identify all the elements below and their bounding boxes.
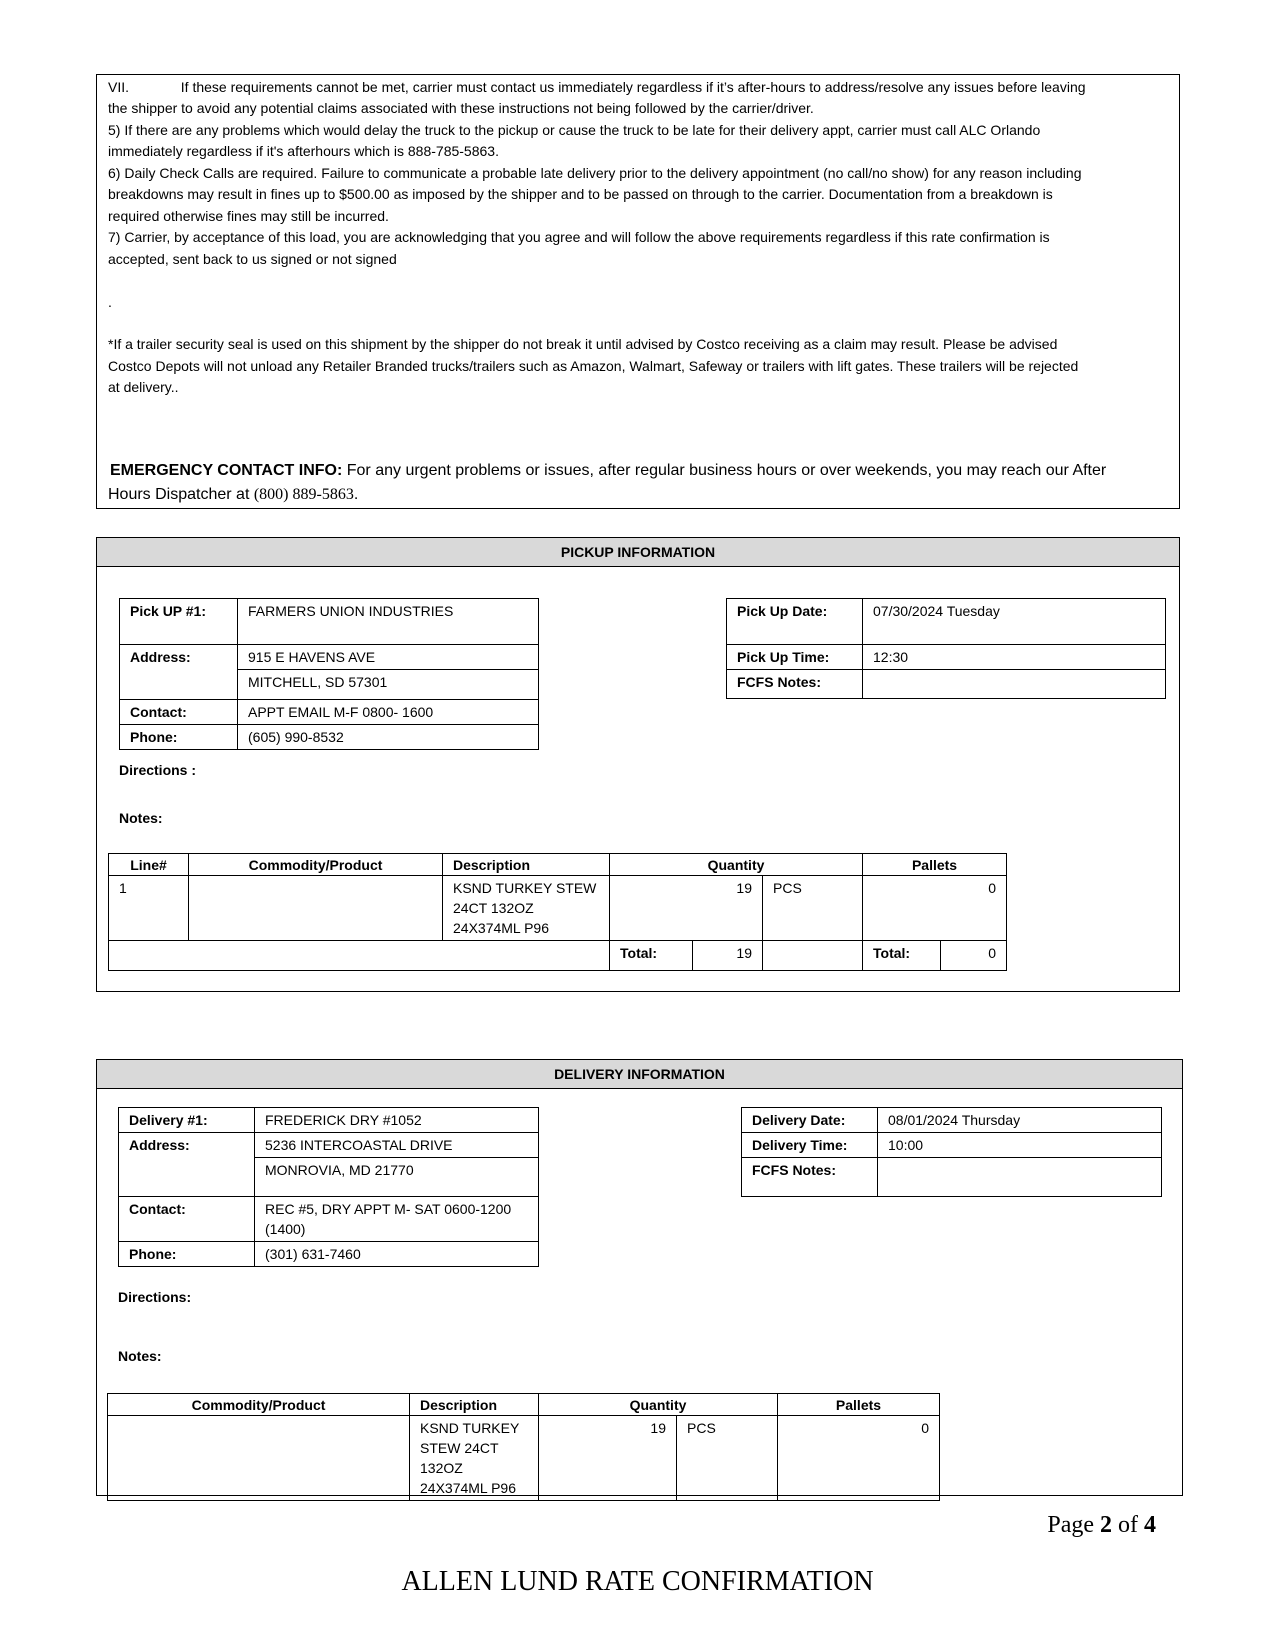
delivery-desc-line-2: STEW 24CT [420, 1440, 499, 1456]
delivery-name: FREDERICK DRY #1052 [255, 1108, 539, 1133]
pickup-row-description [443, 876, 610, 941]
delivery-section [96, 1059, 1183, 1496]
pickup-name-label: Pick UP #1: [120, 599, 238, 645]
document-title: ALLEN LUND RATE CONFIRMATION [401, 1566, 874, 1597]
pickup-fcfs-label: FCFS Notes: [727, 670, 863, 699]
pickup-time-label: Pick Up Time: [727, 645, 863, 670]
pickup-desc-line-1: KSND TURKEY STEW [453, 880, 597, 896]
delivery-contact-line-1: REC #5, DRY APPT M- SAT 0600-1200 [265, 1201, 512, 1217]
pickup-date-table [726, 598, 1166, 699]
pickup-contact: APPT EMAIL M-F 0800- 1600 [238, 700, 539, 725]
terms-item-6-b: breakdowns may result in fines up to $500.00 as imposed by the shipper and to be passed on through to the carrier. Documentation from a breakdown is [108, 186, 1053, 202]
emergency-contact-line-2 [108, 483, 1168, 507]
pickup-notes-label: Notes: [119, 810, 163, 826]
pickup-col-line: Line# [109, 854, 189, 876]
pickup-row-pallets: 0 [863, 876, 1007, 941]
delivery-name-label: Delivery #1: [119, 1108, 255, 1133]
terms-item-7-a: 7) Carrier, by acceptance of this load, you are acknowledging that you agree and will follow the above requirements regardless if this rate confirmation is [108, 229, 1050, 245]
terms-vii-cont: the shipper to avoid any potential claims associated with these instructions not being followed by the carrier/driver. [108, 100, 814, 116]
pickup-address-line-1: 915 E HAVENS AVE [238, 645, 539, 670]
pickup-col-description: Description [443, 854, 610, 876]
pickup-address-line-2: MITCHELL, SD 57301 [238, 670, 539, 700]
terms-item-7-b: accepted, sent back to us signed or not signed [108, 251, 397, 267]
page-current: 2 [1100, 1512, 1112, 1538]
emergency-contact-label: EMERGENCY CONTACT INFO: [110, 462, 343, 479]
pickup-col-quantity: Quantity [610, 854, 863, 876]
terms-item-6-a: 6) Daily Check Calls are required. Failure to communicate a probable late delivery prior to the delivery appointment (no call/no show) for any reason including [108, 165, 1082, 181]
pickup-phone: (605) 990-8532 [238, 725, 539, 750]
delivery-contact-label: Contact: [119, 1197, 255, 1242]
page-number [1047, 1512, 1156, 1539]
pickup-desc-line-3: 24X374ML P96 [453, 920, 549, 936]
terms-vii-number: VII. [108, 79, 130, 95]
delivery-contact-line-2: (1400) [265, 1221, 306, 1237]
terms-vii-line [108, 77, 1168, 99]
terms-item-5-b: immediately regardless if it's afterhours which is 888-785-5863. [108, 143, 499, 159]
emergency-contact-text: For any urgent problems or issues, after regular business hours or over weekends, you may reach our After [346, 462, 1107, 479]
pickup-total-pallets: 0 [941, 941, 1007, 971]
pickup-total-unit-spacer [763, 941, 863, 971]
pickup-desc-line-2: 24CT 132OZ [453, 900, 534, 916]
delivery-date-label: Delivery Date: [742, 1108, 878, 1133]
pickup-total-pallets-label: Total: [863, 941, 941, 971]
delivery-phone: (301) 631-7460 [255, 1242, 539, 1267]
delivery-contact [255, 1197, 539, 1242]
pickup-address-label: Address: [120, 645, 238, 670]
page-prefix: Page [1047, 1512, 1094, 1538]
pickup-total-row [109, 941, 1007, 971]
delivery-phone-label: Phone: [119, 1242, 255, 1267]
pickup-address-spacer [120, 670, 238, 700]
delivery-desc-line-3: 132OZ [420, 1460, 463, 1476]
pickup-contact-label: Contact: [120, 700, 238, 725]
delivery-address-line-2: MONROVIA, MD 21770 [255, 1158, 539, 1197]
pickup-col-commodity: Commodity/Product [189, 854, 443, 876]
pickup-time: 12:30 [863, 645, 1166, 670]
pickup-row-qty: 19 [610, 876, 763, 941]
delivery-directions-label: Directions: [118, 1289, 192, 1305]
delivery-address-spacer [119, 1158, 255, 1197]
delivery-col-quantity: Quantity [539, 1394, 778, 1416]
delivery-col-description: Description [410, 1394, 539, 1416]
pickup-directions-label: Directions : [119, 762, 197, 778]
pickup-commodity-table [108, 853, 1007, 971]
pickup-date-label: Pick Up Date: [727, 599, 863, 645]
delivery-commodity-table [107, 1393, 940, 1501]
pickup-row-line: 1 [109, 876, 189, 941]
pickup-total-label: Total: [610, 941, 693, 971]
pickup-row-unit: PCS [763, 876, 863, 941]
emergency-contact-text-2: Hours Dispatcher at [108, 486, 250, 503]
delivery-col-pallets: Pallets [778, 1394, 940, 1416]
pickup-info-table [119, 598, 539, 750]
delivery-address-line-1: 5236 INTERCOASTAL DRIVE [255, 1133, 539, 1158]
pickup-name: FARMERS UNION INDUSTRIES [238, 599, 539, 645]
terms-box [96, 74, 1180, 509]
delivery-desc-line-1: KSND TURKEY [420, 1420, 520, 1436]
terms-seal-c: at delivery.. [108, 379, 179, 395]
delivery-section-header: DELIVERY INFORMATION [97, 1060, 1182, 1089]
pickup-fcfs [863, 670, 1166, 699]
delivery-time: 10:00 [878, 1133, 1162, 1158]
delivery-row-unit: PCS [677, 1416, 778, 1501]
pickup-date: 07/30/2024 Tuesday [863, 599, 1166, 645]
pickup-total-spacer [109, 941, 610, 971]
delivery-address-label: Address: [119, 1133, 255, 1158]
terms-item-6-c: required otherwise fines may still be incurred. [108, 208, 389, 224]
terms-seal-a: *If a trailer security seal is used on this shipment by the shipper do not break it until advised by Costco receiving as a claim may result. Please be advised [108, 336, 1058, 352]
page-total: 4 [1144, 1512, 1156, 1538]
emergency-phone: (800) 889-5863 [253, 486, 354, 503]
page-of: of [1118, 1512, 1138, 1538]
terms-seal-b: Costco Depots will not unload any Retailer Branded trucks/trailers such as Amazon, Walmart, Safeway or trailers with lift gates. These trailers will be rejected [108, 358, 1079, 374]
delivery-time-label: Delivery Time: [742, 1133, 878, 1158]
pickup-total-qty: 19 [693, 941, 763, 971]
pickup-phone-label: Phone: [120, 725, 238, 750]
delivery-row-pallets: 0 [778, 1416, 940, 1501]
delivery-date-table [741, 1107, 1162, 1197]
delivery-fcfs [878, 1158, 1162, 1197]
pickup-section-header: PICKUP INFORMATION [97, 538, 1179, 567]
delivery-col-commodity: Commodity/Product [108, 1394, 410, 1416]
emergency-contact-line [110, 459, 1170, 483]
terms-vii-text: If these requirements cannot be met, carrier must contact us immediately regardless if it’s after-hours to address/resolve any issues before leaving [180, 79, 1086, 95]
table-row [108, 1416, 940, 1501]
emergency-end: . [353, 486, 359, 503]
delivery-row-commodity [108, 1416, 410, 1501]
delivery-fcfs-label: FCFS Notes: [742, 1158, 878, 1197]
pickup-row-commodity [189, 876, 443, 941]
table-row [109, 876, 1007, 941]
pickup-section [96, 537, 1180, 992]
terms-item-5-a: 5) If there are any problems which would delay the truck to the pickup or cause the truck to be late for their delivery appt, carrier must call ALC Orlando [108, 122, 1041, 138]
delivery-row-qty: 19 [539, 1416, 677, 1501]
delivery-date: 08/01/2024 Thursday [878, 1108, 1162, 1133]
pickup-col-pallets: Pallets [863, 854, 1007, 876]
delivery-row-description [410, 1416, 539, 1501]
delivery-notes-label: Notes: [118, 1348, 162, 1364]
terms-dot: . [108, 294, 112, 310]
delivery-info-table [118, 1107, 539, 1267]
delivery-desc-line-4: 24X374ML P96 [420, 1480, 516, 1496]
